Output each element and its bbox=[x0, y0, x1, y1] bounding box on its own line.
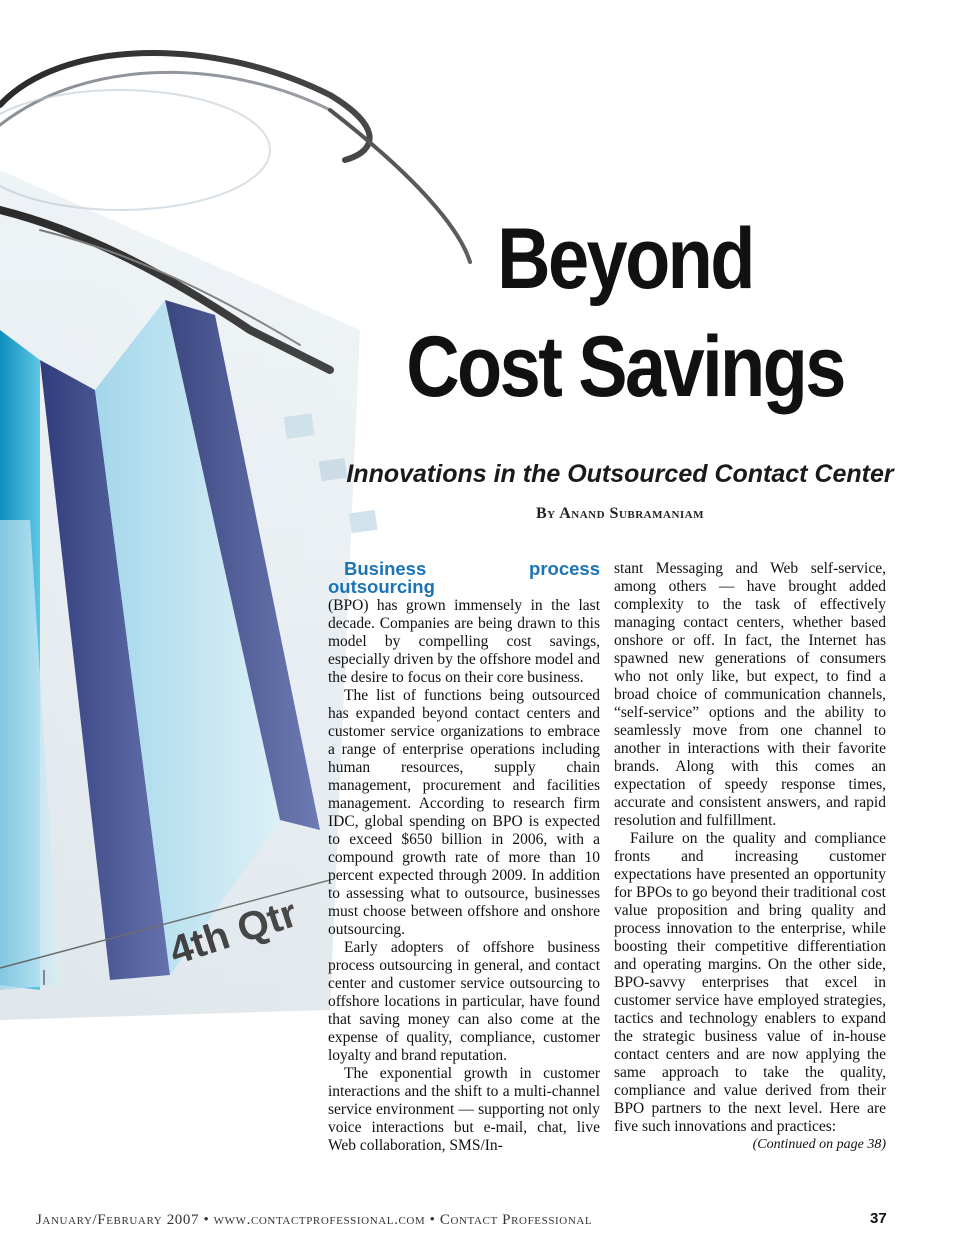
article-subtitle: Innovations in the Outsourced Contact Center bbox=[346, 460, 894, 488]
article-title bbox=[367, 205, 883, 421]
paragraph: The exponential growth in customer interactions and the shift to a multi-channel service environment — supporting not only voice interactions but e-mail, chat, live Web collaboration, SMS/In- bbox=[328, 1065, 600, 1154]
paragraph: Failure on the quality and compliance fronts and increasing customer expectations have presented an opportunity for BPOs to go beyond their traditional cost value proposition and bring quality and process innovation to the enterprise, while boosting their competitive differentiation and operating margins. On the other side, BPO-savvy enterprises that excel in customer service have employed strategies, tactics and technology enablers to expand the strategic business value of in-house contact centers and are now applying the same approach to take the quality, compliance and value derived from their BPO partners to the next level. Here are five such innovations and practices: bbox=[614, 830, 886, 1135]
page-footer: January/February 2007 • www.contactprofessional.com • Contact Professional bbox=[36, 1212, 593, 1228]
paragraph: (BPO) has grown immensely in the last decade. Companies are being drawn to this model by compelling cost savings, especially driven by the offshore model and the desire to focus on their core business. bbox=[328, 597, 600, 686]
title-line-2: Cost Savings bbox=[406, 319, 844, 415]
text-column-2 bbox=[614, 560, 886, 1154]
continued-note: (Continued on page 38) bbox=[752, 1137, 886, 1152]
title-line-1: Beyond bbox=[497, 211, 753, 307]
byline: By Anand Subramaniam bbox=[535, 505, 704, 522]
text-column-1 bbox=[328, 560, 600, 1155]
page-number: 37 bbox=[870, 1210, 887, 1227]
paragraph: The list of functions being outsourced has expanded beyond contact centers and customer service organizations to embrace a range of enterprise operations including human resources, supply chain management, procurement and facilities management. According to research firm IDC, global spending on BPO is expected to exceed $650 billion in 2006, with a compound growth rate of more than 10 percent expected through 2009. In addition to assessing what to outsource, businesses must choose between offshore and onshore outsourcing. bbox=[328, 687, 600, 938]
paragraph: Early adopters of offshore business process outsourcing in general, and contact center and customer service outsourcing to offshore locations in particular, have found that saving money can also come at the expense of quality, compliance, customer loyalty and brand reputation. bbox=[328, 939, 600, 1064]
paragraph: stant Messaging and Web self-service, among others — have brought added complexity to the task of effectively managing contact centers, whether based onshore or off. In fact, the Internet has spawned new generations of consumers who not only like, but expect, to find a broad choice of communication channels, “self-service” options and the ability to seamlessly move from one channel to another in interactions with their favorite brands. Along with this comes an expectation of speedy response times, accurate and consistent answers, and rapid resolution and fulfillment. bbox=[614, 560, 886, 829]
lead-in: Business process outsourcing bbox=[328, 558, 600, 597]
